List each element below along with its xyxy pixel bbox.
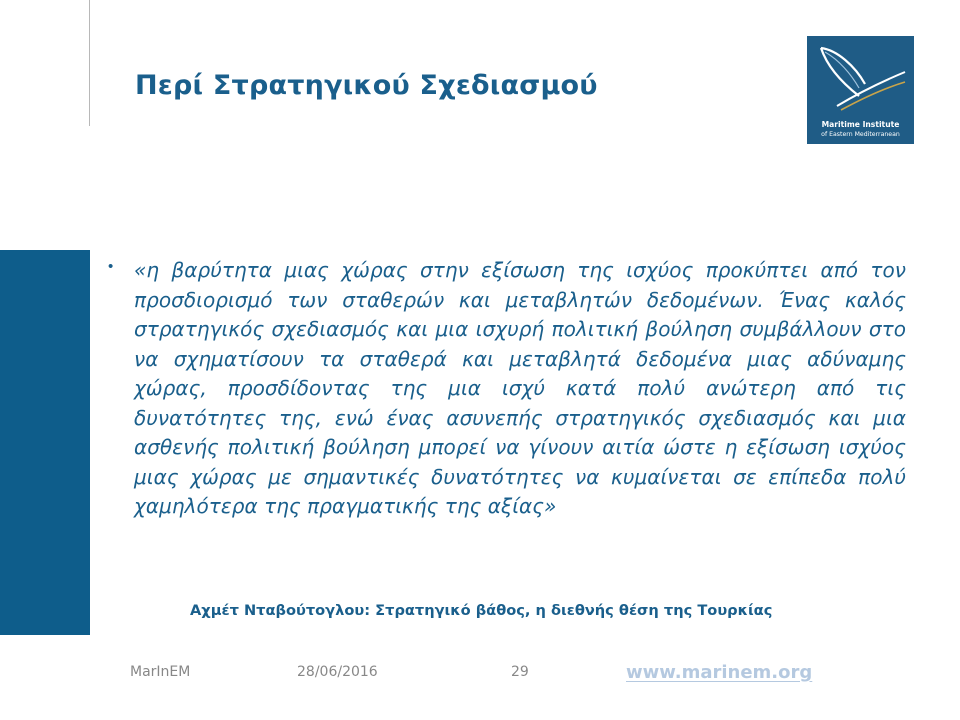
quote-block [108, 256, 906, 522]
quote-text: «η βαρύτητα μιας χώρας στην εξίσωση της ισχύος προκύπτει από τον προσδιορισμό των σταθερών και μεταβλητών δεδομένων. Ένας καλός στρατηγικός σχεδιασμός και μια ισχυρή πολιτική βούληση συμβάλλουν στο να σχηματίσουν τα σταθερά και μεταβλητά δεδομένα μιας αδύναμης χώρας, προσδίδοντας της μια ισχύ κατά πολύ ανώτερη από τις δυνατότητες της, ενώ ένας ασυνεπής στρατηγικός σχεδιασμός και μια ασθενής πολιτική βούληση μπορεί να γίνουν αιτία ώστε η εξίσωση ισχύος μιας χώρας με σημαντικές δυνατότητες να κυμαίνεται σε επίπεδα πολύ χαμηλότερα της πραγματικής της αξίας» [134, 258, 906, 518]
footer-date: 28/06/2016 [297, 664, 378, 680]
footer-page-number: 29 [511, 664, 529, 680]
institute-logo [807, 36, 914, 144]
logo-line-2: of Eastern Mediterranean [821, 131, 900, 138]
footer-website-link[interactable]: www.marinem.org [626, 662, 813, 683]
bullet-icon: • [108, 258, 114, 275]
wave-emblem-icon [807, 36, 914, 120]
logo-line-1: Maritime Institute [821, 120, 900, 129]
accent-side-bar [0, 250, 90, 635]
divider-line [89, 0, 90, 126]
footer-org: MarInEM [130, 664, 191, 680]
slide-title: Περί Στρατηγικού Σχεδιασμού [135, 70, 598, 101]
quote-citation: Αχμέτ Νταβούτογλου: Στρατηγικό βάθος, η διεθνής θέση της Τουρκίας [190, 602, 773, 619]
